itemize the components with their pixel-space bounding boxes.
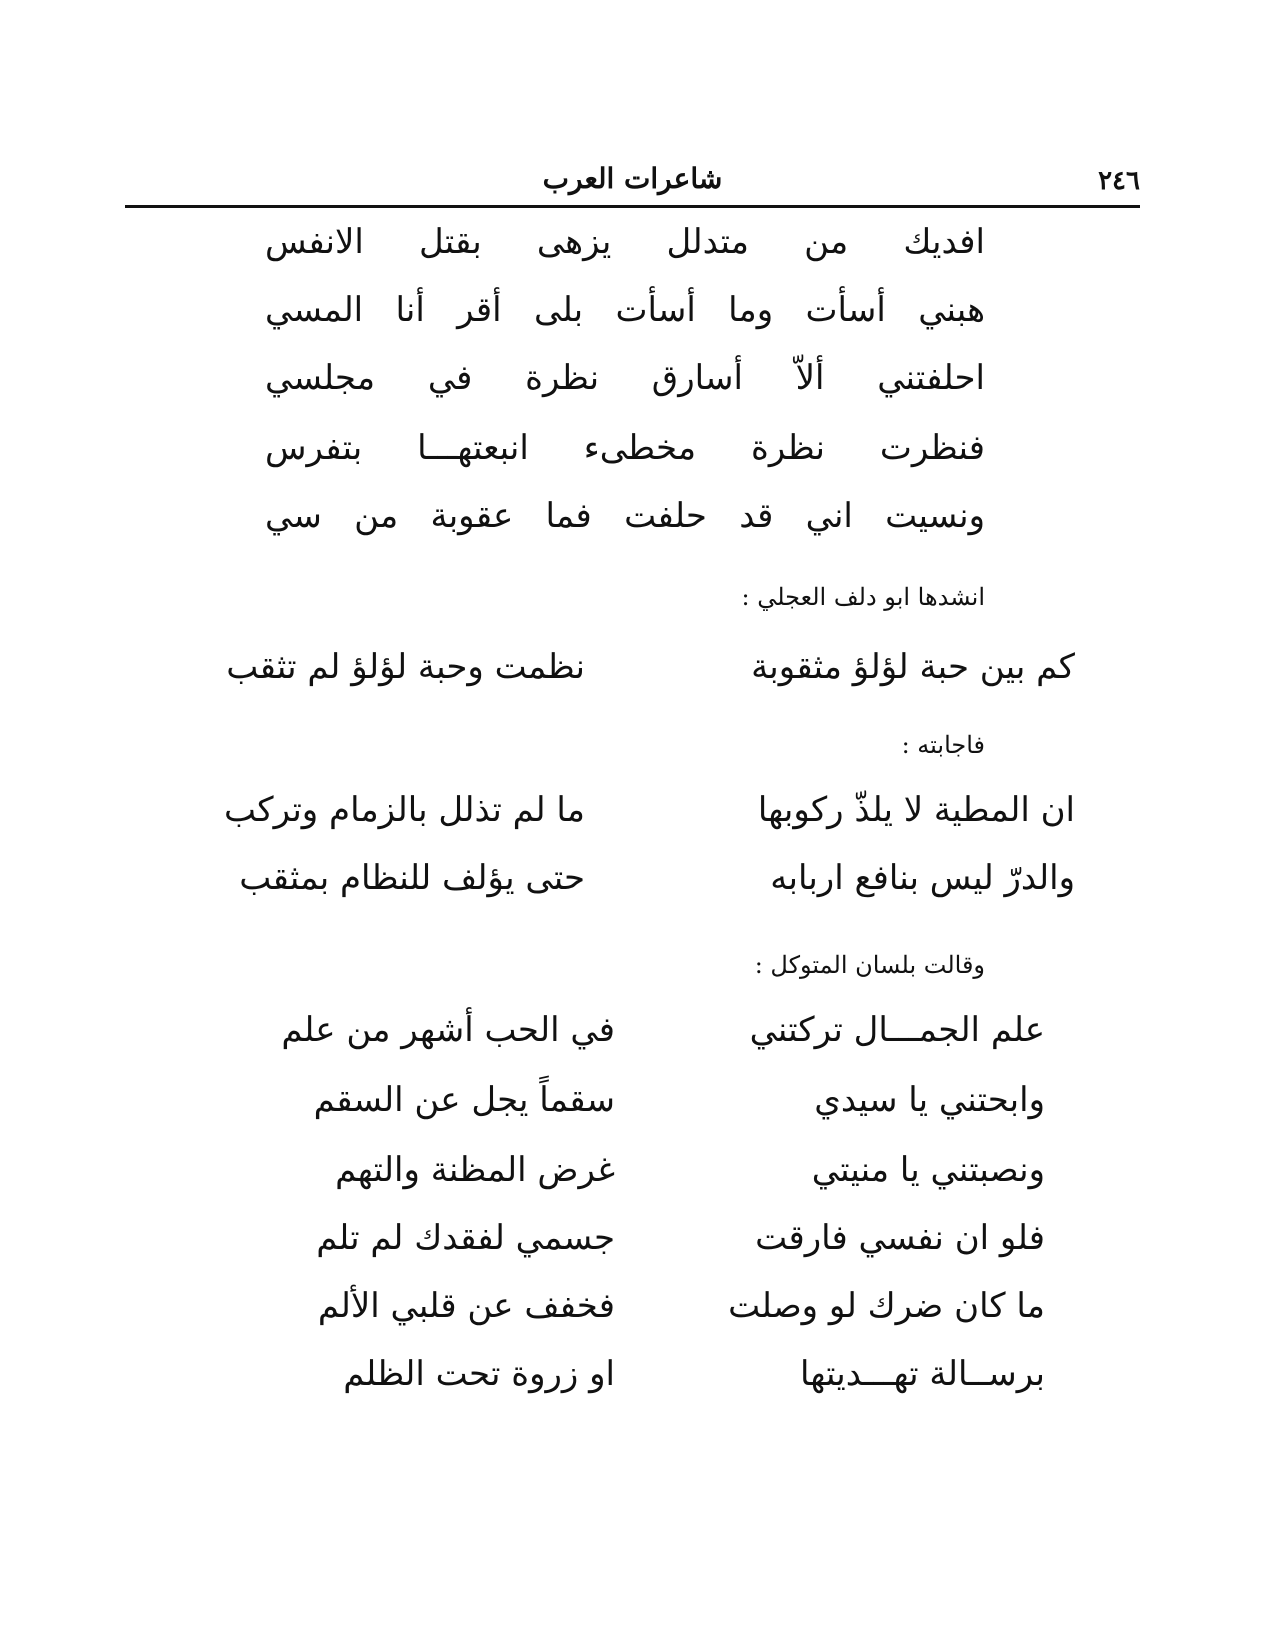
verse-line: ونسيت اني قد حلفت فما عقوبة من سي — [265, 496, 985, 536]
hemistich-left: في الحب أشهر من علم — [281, 1010, 615, 1050]
running-title: شاعرات العرب — [542, 162, 723, 195]
verse-line: افديك من متدلل يزهى بقتل الانفس — [265, 222, 985, 262]
hemistich-left: جسمي لفقدك لم تلم — [316, 1218, 615, 1258]
hemistich-left: نظمت وحبة لؤلؤ لم تثقب — [226, 647, 585, 687]
hemistich-right: ان المطية لا يلذّ ركوبها — [757, 790, 1075, 830]
hemistich-left: فخفف عن قلبي الألم — [317, 1286, 615, 1326]
page-number: ٢٤٦ — [1098, 166, 1140, 196]
verse-line: احلفتني ألاّ أسارق نظرة في مجلسي — [265, 358, 985, 398]
hemistich-right: ونصبتني يا منيتي — [811, 1150, 1045, 1190]
verse-line: هبني أسأت وما أسأت بلى أقر أنا المسي — [265, 290, 985, 330]
hemistich-right: والدرّ ليس بنافع اربابه — [770, 858, 1075, 898]
hemistich-right: كم بين حبة لؤلؤ مثقوبة — [751, 647, 1075, 687]
hemistich-left: سقماً يجل عن السقم — [313, 1080, 615, 1120]
hemistich-left: غرض المظنة والتهم — [335, 1150, 615, 1190]
hemistich-right: برســالة تهـــديتها — [799, 1354, 1045, 1394]
hemistich-right: فلو ان نفسي فارقت — [755, 1218, 1045, 1258]
verse-line: فنظرت نظرة مخطىء انبعتهـــا بتفرس — [265, 428, 985, 468]
section-intro: انشدها ابو دلف العجلي : — [741, 583, 985, 611]
header-rule — [125, 205, 1140, 208]
hemistich-left: ما لم تذلل بالزمام وتركب — [224, 790, 585, 830]
hemistich-left: او زروة تحت الظلم — [343, 1354, 615, 1394]
hemistich-right: ما كان ضرك لو وصلت — [728, 1286, 1045, 1326]
page-header — [125, 160, 1140, 202]
section-intro: فاجابته : — [901, 731, 985, 759]
hemistich-right: علم الجمـــال تركتني — [749, 1010, 1045, 1050]
hemistich-right: وابحتني يا سيدي — [814, 1080, 1045, 1120]
section-intro: وقالت بلسان المتوكل : — [754, 951, 985, 979]
hemistich-left: حتى يؤلف للنظام بمثقب — [239, 858, 585, 898]
